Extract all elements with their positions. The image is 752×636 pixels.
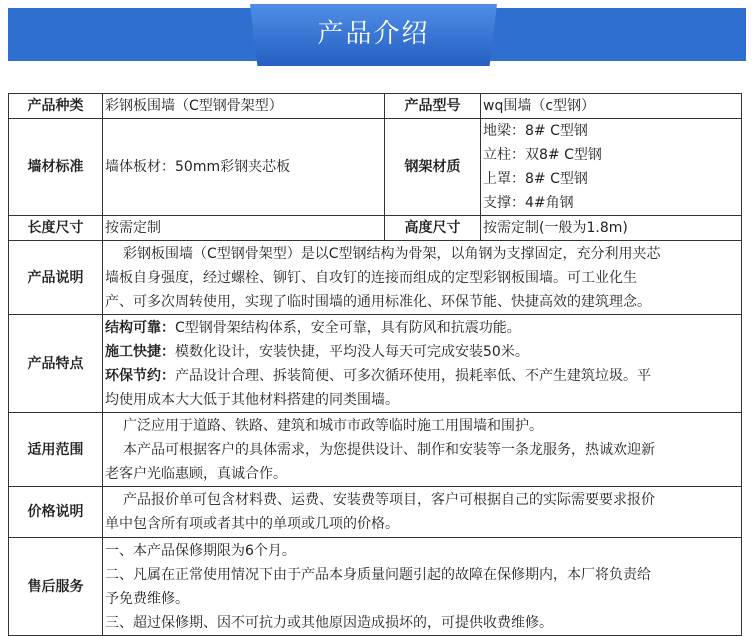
description-line: 墙板自身强度，经过螺栓、铆钉、自攻钉的连接而组成的定型彩钢板围墙。可工业化生 xyxy=(105,269,637,286)
feature-title: 结构可靠： xyxy=(105,319,175,336)
price-line: 产品报价单可包含材料费、运费、安装费等项目，客户可根据自己的实际需要要求报价 xyxy=(123,492,655,508)
description-line: 产、可多次周转使用，实现了临时围墙的通用标准化、环保节能、快捷高效的建筑理念。 xyxy=(105,293,651,310)
feature-title: 环保节约： xyxy=(105,367,175,384)
value-service xyxy=(103,538,742,636)
label-height: 高度尺寸 xyxy=(385,216,481,241)
value-height: 按需定制(一般为1.8m) xyxy=(481,216,742,241)
frame-line: 支撑：4#角钢 xyxy=(483,195,574,211)
price-line: 单中包含所有项或者其中的单项或几项的价格。 xyxy=(105,516,399,532)
value-description xyxy=(103,241,742,315)
service-line: 一、本产品保修期限为6个月。 xyxy=(105,542,296,559)
label-product-type: 产品种类 xyxy=(9,94,103,119)
label-length: 长度尺寸 xyxy=(9,216,103,241)
frame-line: 地梁：8# C型钢 xyxy=(483,123,588,139)
value-wall-standard: 墙体板材：50mm彩钢夹芯板 xyxy=(103,119,385,216)
service-line: 三、超过保修期、因不可抗力或其他原因造成损坏的，可提供收费维修。 xyxy=(105,614,553,631)
label-product-model: 产品型号 xyxy=(385,94,481,119)
label-wall-standard: 墙材标准 xyxy=(9,119,103,216)
value-length: 按需定制 xyxy=(103,216,385,241)
feature-text: 模数化设计，安装快捷，平均没人每天可完成安装50米。 xyxy=(175,343,529,360)
page-title: 产品介绍 xyxy=(317,19,430,49)
label-price: 价格说明 xyxy=(9,487,103,538)
table-row xyxy=(9,216,742,241)
value-product-model: wq围墙（c型钢） xyxy=(481,94,742,119)
value-price xyxy=(103,487,742,538)
table-row xyxy=(9,119,742,216)
scope-line: 老客户光临惠顾，真诚合作。 xyxy=(105,465,287,482)
value-scope xyxy=(103,413,742,487)
table-row xyxy=(9,413,742,487)
feature-title: 施工快捷： xyxy=(105,343,175,360)
label-features: 产品特点 xyxy=(9,315,103,413)
value-product-type: 彩钢板围墙（C型钢骨架型） xyxy=(103,94,385,119)
feature-text: C型钢骨架结构体系，安全可靠，具有防风和抗震功能。 xyxy=(175,319,521,336)
feature-text: 均使用成本大大低于其他材料搭建的同类围墙。 xyxy=(105,391,399,408)
label-scope: 适用范围 xyxy=(9,413,103,487)
frame-line: 上罩：8# C型钢 xyxy=(483,171,588,187)
table-row xyxy=(9,315,742,413)
product-spec-table xyxy=(8,93,742,636)
value-frame-material xyxy=(481,119,742,216)
label-service: 售后服务 xyxy=(9,538,103,636)
frame-line: 立柱：双8# C型钢 xyxy=(483,147,602,163)
label-frame-material: 钢架材质 xyxy=(385,119,481,216)
service-line: 予免费维修。 xyxy=(105,590,189,607)
table-row xyxy=(9,538,742,636)
scope-line: 本产品可根据客户的具体需求，为您提供设计、制作和安装等一条龙服务，热诚欢迎新 xyxy=(123,441,655,458)
table-row xyxy=(9,487,742,538)
feature-text: 产品设计合理、拆装简便、可多次循环使用，损耗率低、不产生建筑垃圾。平 xyxy=(175,367,651,384)
value-features xyxy=(103,315,742,413)
label-description: 产品说明 xyxy=(9,241,103,315)
table-row xyxy=(9,241,742,315)
table-row xyxy=(9,94,742,119)
service-line: 二、凡属在正常使用情况下由于产品本身质量问题引起的故障在保修期内，本厂将负责给 xyxy=(105,566,651,583)
description-line: 彩钢板围墙（C型钢骨架型）是以C型钢结构为骨架，以角钢为支撑固定，充分利用夹芯 xyxy=(123,245,661,262)
scope-line: 广泛应用于道路、铁路、建筑和城市市政等临时施工用围墙和围护。 xyxy=(123,417,543,434)
